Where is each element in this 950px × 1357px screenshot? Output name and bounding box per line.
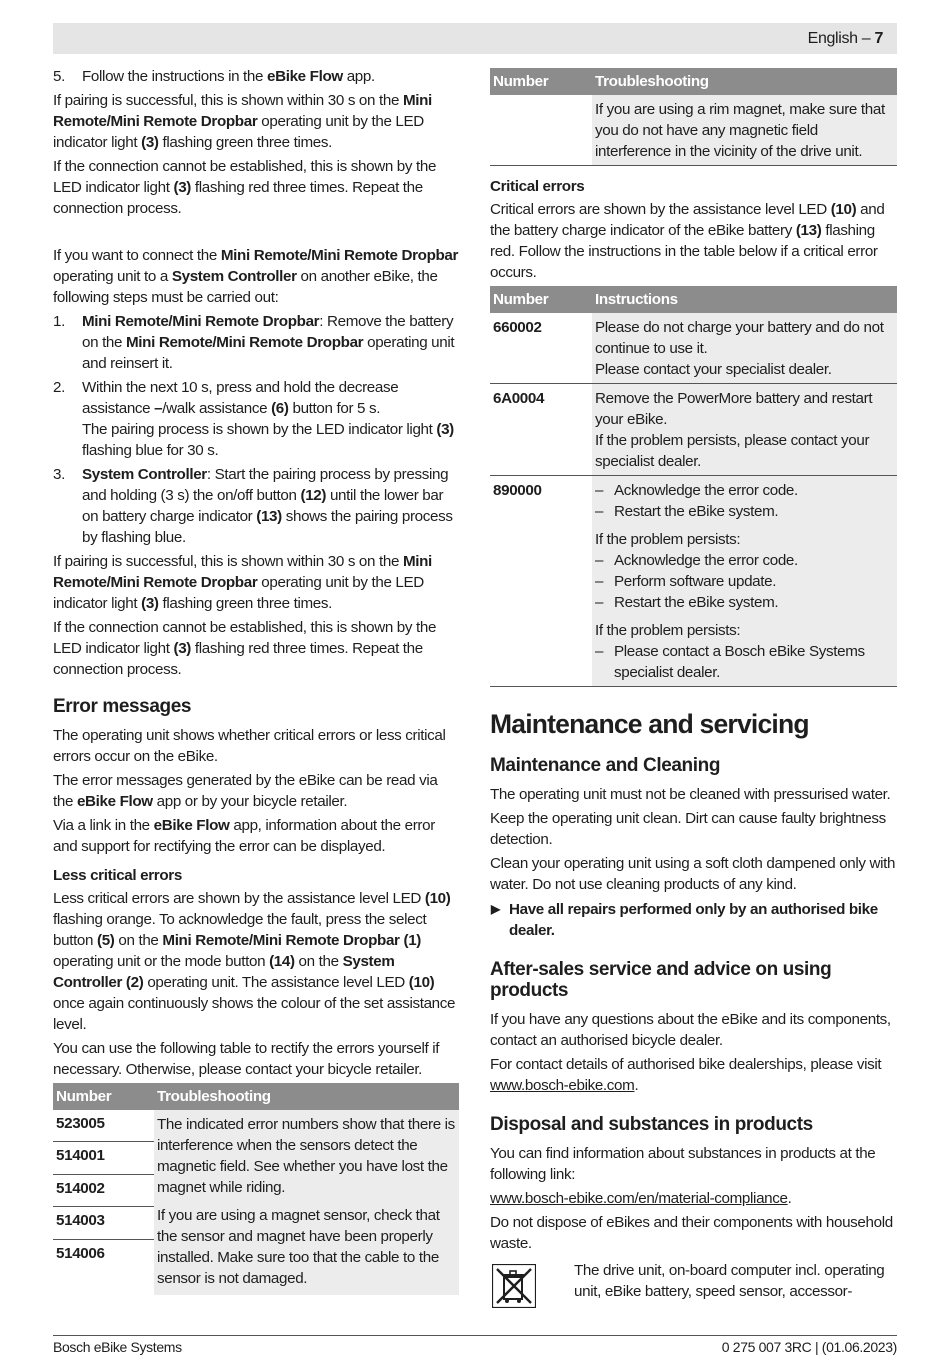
troubleshooting-table (53, 1083, 459, 1295)
disposal-text-1: You can find information about substances in products at the following link: (490, 1145, 876, 1183)
right-column (490, 68, 897, 1305)
crossed-bin-icon (492, 1264, 536, 1308)
error-code: 514001 (53, 1142, 154, 1174)
pairing-fail-text-2: If the connection cannot be established, this is shown by the LED indicator light (3) flashing red three times. Repeat the connection process. (53, 619, 437, 678)
arrow-bullet-icon: ▶ (491, 902, 500, 916)
step-2: 2. Within the next 10 s, press and hold the decrease assistance –/walk assistance (6) button for 5 s. The pairing process is shown by the LED indicator light (3) flashing blue for 30 s. (53, 379, 454, 459)
troubleshooting-cell (154, 1110, 459, 1295)
left-column (53, 66, 459, 1295)
instruction-item: – Acknowledge the error code. (595, 550, 893, 571)
instruction-item: – Restart the eBike system. (595, 592, 893, 613)
page-number: 7 (874, 30, 883, 47)
after-sales-text-2: For contact details of authorised bike dealerships, please visit www.bosch-ebike.com. (490, 1056, 882, 1094)
cleaning-text-2: Keep the operating unit clean. Dirt can cause faulty brightness detection. (490, 810, 886, 848)
errors-link-text: Via a link in the eBike Flow app, information about the error and support for rectifying the error can be displayed. (53, 817, 435, 855)
critical-errors-text: Critical errors are shown by the assistance level LED (10) and the battery charge indicator of the eBike battery (13) flashing red. Follow the instructions in the table below if a critical error occurs. (490, 201, 885, 281)
step-5: 5. Follow the instructions in the eBike Flow app. (53, 68, 375, 85)
instruction-line: Remove the PowerMore battery and restart your eBike. (595, 390, 873, 428)
maintenance-title: Maintenance and servicing (490, 709, 809, 739)
instructions-cell (592, 476, 897, 687)
after-sales-text-1: If you have any questions about the eBike and its components, contact an authorised bicycle dealer. (490, 1011, 891, 1049)
error-code: 514003 (53, 1207, 154, 1239)
step-list-cont (53, 66, 459, 87)
col-header-troubleshooting: Troubleshooting (592, 68, 897, 95)
disposal-heading: Disposal and substances in products (490, 1114, 813, 1135)
weee-row (490, 1260, 897, 1302)
repairs-warning: ▶ Have all repairs performed only by an authorised bike dealer. (491, 901, 878, 939)
material-compliance-link[interactable]: www.bosch-ebike.com/en/material-compliance (490, 1190, 788, 1207)
table-row (490, 476, 897, 687)
troubleshooting-text-2: If you are using a magnet sensor, check that the sensor and magnet have been properly installed. Make sure too that the cable to the sensor is not damaged. (157, 1207, 440, 1287)
error-code: 514006 (56, 1244, 105, 1262)
table-intro-text: You can use the following table to rectify the errors yourself if necessary. Otherwise, please contact your bicycle retailer. (53, 1040, 440, 1078)
col-header-troubleshooting: Troubleshooting (154, 1083, 459, 1110)
instructions-cell (592, 313, 897, 384)
disposal-link-text: www.bosch-ebike.com/en/material-compliance. (490, 1190, 792, 1207)
error-code: 523005 (53, 1110, 154, 1142)
table-row (490, 95, 897, 166)
step-1: 1. Mini Remote/Mini Remote Dropbar: Remove the battery on the Mini Remote/Mini Remote Dropbar operating unit and reinsert it. (53, 313, 455, 372)
table-row (490, 384, 897, 476)
footer-company: Bosch eBike Systems (53, 1339, 182, 1355)
errors-read-text: The error messages generated by the eBike can be read via the eBike Flow app or by your bicycle retailer. (53, 772, 438, 810)
col-header-number: Number (490, 68, 592, 95)
step-3: 3. System Controller: Start the pairing process by pressing and holding (3 s) the on/off button (12) until the lower bar on battery charge indicator (13) shows the pairing process by flashing blue. (53, 466, 453, 546)
instruction-item: – Acknowledge the error code. (595, 480, 893, 501)
instruction-item: – Perform software update. (595, 571, 893, 592)
less-critical-heading: Less critical errors (53, 867, 182, 884)
bosch-ebike-link[interactable]: www.bosch-ebike.com (490, 1077, 635, 1094)
critical-errors-heading: Critical errors (490, 178, 585, 195)
col-header-number: Number (490, 286, 592, 313)
instructions-cell (592, 384, 897, 476)
troubleshooting-table-cont (490, 68, 897, 166)
instruction-line: Please do not charge your battery and do not continue to use it. (595, 319, 884, 357)
col-header-number: Number (53, 1083, 154, 1110)
pairing-success-text: If pairing is successful, this is shown within 30 s on the Mini Remote/Mini Remote Dropbar operating unit by the LED indicator light (3) flashing green three times. (53, 92, 432, 151)
connect-steps (53, 311, 459, 548)
error-code: 890000 (490, 476, 592, 687)
connect-intro-text: If you want to connect the Mini Remote/Mini Remote Dropbar operating unit to a System Controller on another eBike, the following steps must be carried out: (53, 247, 459, 306)
troubleshooting-text-1: The indicated error numbers show that there is interference when the sensors detect the magnetic field. See whether you have lost the magnet while riding. (157, 1116, 455, 1196)
error-code: 660002 (490, 313, 592, 384)
instruction-line: If the problem persists: (595, 531, 741, 548)
maintenance-cleaning-heading: Maintenance and Cleaning (490, 755, 721, 776)
instruction-item: – Please contact a Bosch eBike Systems specialist dealer. (595, 641, 893, 683)
page-footer (53, 1335, 897, 1355)
troubleshooting-cell: If you are using a rim magnet, make sure that you do not have any magnetic field interference in the vicinity of the drive unit. (592, 95, 897, 166)
error-code-empty (490, 95, 592, 166)
page-header (53, 23, 897, 54)
table-row (53, 1110, 459, 1142)
table-row (490, 313, 897, 384)
table-header-row (490, 68, 897, 95)
error-code: 6A0004 (490, 384, 592, 476)
errors-intro-text: The operating unit shows whether critical errors or less critical errors occur on the eBike. (53, 727, 446, 765)
table-header-row (490, 286, 897, 313)
instruction-item: – Restart the eBike system. (595, 501, 893, 522)
table-header-row (53, 1083, 459, 1110)
cleaning-text-3: Clean your operating unit using a soft cloth dampened only with water. Do not use cleaning products of any kind. (490, 855, 896, 893)
error-code: 514002 (53, 1174, 154, 1206)
instruction-line: If the problem persists: (595, 622, 741, 639)
header-text: English – 7 (807, 30, 883, 47)
critical-errors-table (490, 286, 897, 687)
error-messages-heading: Error messages (53, 696, 192, 717)
instruction-line: If the problem persists, please contact your specialist dealer. (595, 432, 870, 470)
after-sales-heading: After-sales service and advice on using products (490, 959, 832, 1001)
pairing-fail-text: If the connection cannot be established, this is shown by the LED indicator light (3) flashing red three times. Repeat the connection process. (53, 158, 437, 217)
less-critical-text: Less critical errors are shown by the assistance level LED (10) flashing orange. To acknowledge the fault, press the select button (5) on the Mini Remote/Mini Remote Dropbar (1) operating unit or the mode button (14) on the System Controller (2) operating unit. The assistance level LED (10) once again continuously shows the colour of the set assistance level. (53, 890, 456, 1033)
pairing-success-text-2: If pairing is successful, this is shown within 30 s on the Mini Remote/Mini Remote Dropbar operating unit by the LED indicator light (3) flashing green three times. (53, 553, 432, 612)
instruction-line: Please contact your specialist dealer. (595, 361, 832, 378)
cleaning-text-1: The operating unit must not be cleaned with pressurised water. (490, 786, 891, 803)
col-header-instructions: Instructions (592, 286, 897, 313)
footer-doc-number: 0 275 007 3RC | (01.06.2023) (721, 1339, 897, 1355)
disposal-text-3: The drive unit, on-board computer incl. operating unit, eBike battery, speed sensor, accessor- (574, 1262, 885, 1300)
disposal-text-2: Do not dispose of eBikes and their components with household waste. (490, 1214, 893, 1252)
